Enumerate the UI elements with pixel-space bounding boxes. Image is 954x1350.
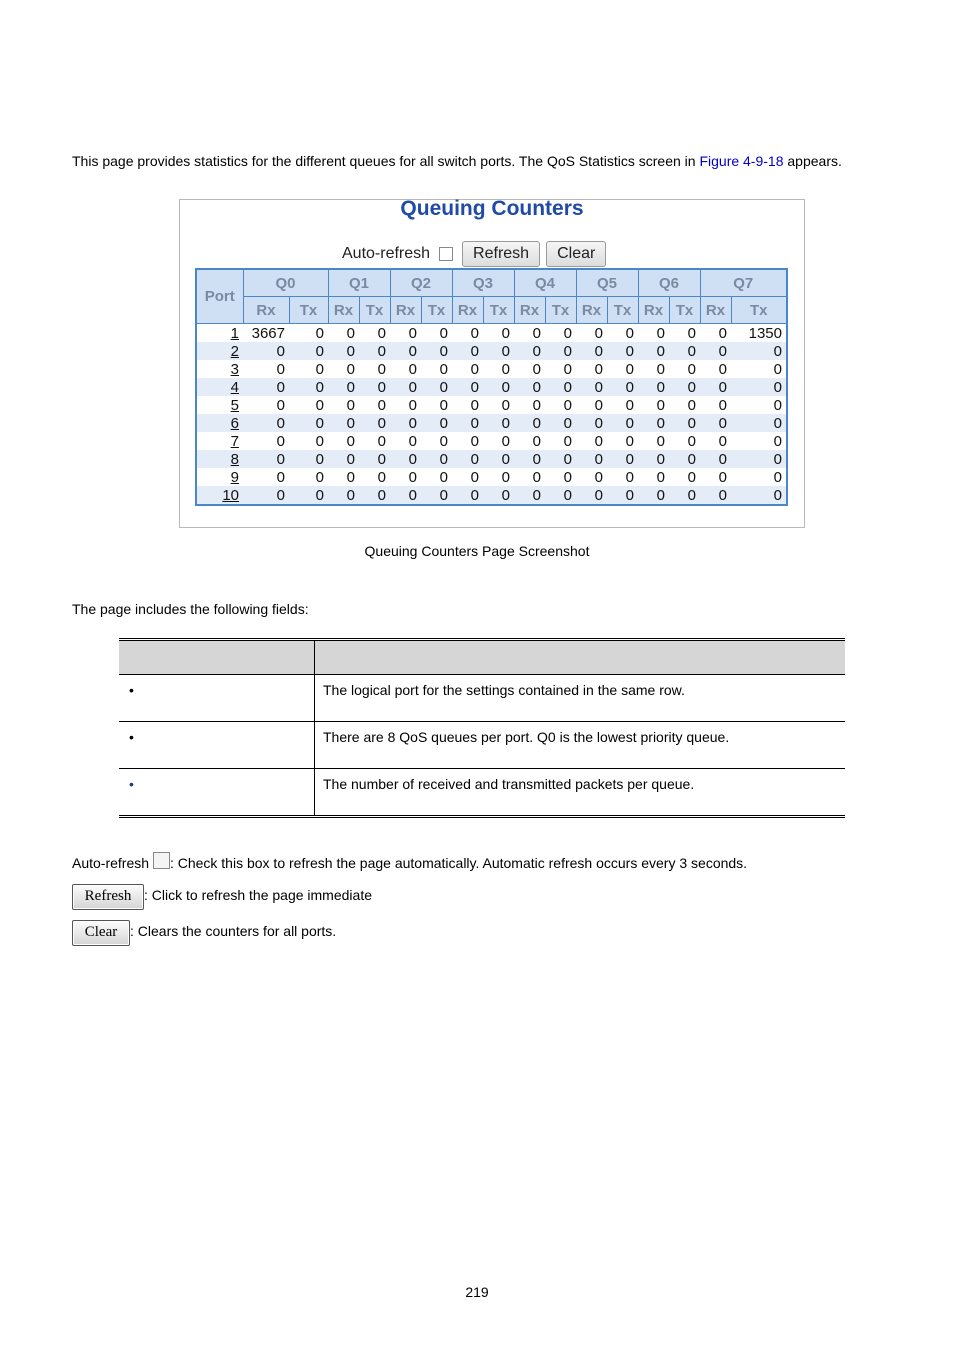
tx-header: Tx xyxy=(607,297,638,324)
tx-count: 0 xyxy=(439,468,448,486)
tx-count: 0 xyxy=(377,324,386,342)
tx-count: 0 xyxy=(483,414,514,432)
rx-count: 0 xyxy=(594,396,603,414)
figure-link[interactable]: Figure 4-9-18 xyxy=(699,153,784,169)
rx-count: 0 xyxy=(532,324,541,342)
queuing-counters-screenshot xyxy=(179,199,805,528)
tx-count: 0 xyxy=(669,378,700,396)
tx-count: 0 xyxy=(687,396,696,414)
table-row xyxy=(196,414,787,432)
rx-count: 0 xyxy=(656,360,665,378)
rx-count: 0 xyxy=(470,468,479,486)
rx-count: 0 xyxy=(408,396,417,414)
rx-count: 0 xyxy=(656,396,665,414)
toolbar xyxy=(342,240,606,268)
rx-count: 0 xyxy=(700,342,731,360)
tx-count: 0 xyxy=(359,342,390,360)
auto-refresh-checkbox[interactable] xyxy=(439,247,453,261)
field-description: The logical port for the settings contained in the same row. xyxy=(315,675,846,722)
tx-count: 0 xyxy=(563,360,572,378)
tx-count: 0 xyxy=(439,324,448,342)
bullet-icon: • xyxy=(129,682,134,698)
rx-count: 0 xyxy=(700,378,731,396)
fields-table xyxy=(119,638,845,818)
rx-count: 0 xyxy=(243,342,289,360)
tx-count: 0 xyxy=(625,324,634,342)
rx-count: 0 xyxy=(390,378,421,396)
tx-count: 0 xyxy=(289,450,328,468)
rx-count: 0 xyxy=(243,378,289,396)
rx-count: 0 xyxy=(328,486,359,505)
port-link[interactable]: 10 xyxy=(196,486,243,505)
tx-count: 0 xyxy=(483,342,514,360)
tx-count: 0 xyxy=(377,432,386,450)
port-link[interactable]: 1 xyxy=(230,324,239,342)
tx-count: 0 xyxy=(625,360,634,378)
rx-count: 0 xyxy=(470,324,479,342)
tx-count: 0 xyxy=(421,486,452,505)
rx-count: 0 xyxy=(532,432,541,450)
tx-count: 0 xyxy=(501,432,510,450)
tx-count: 0 xyxy=(289,486,328,505)
rx-count: 0 xyxy=(408,432,417,450)
tx-count: 0 xyxy=(289,378,328,396)
rx-count: 0 xyxy=(594,324,603,342)
rx-count: 0 xyxy=(276,360,285,378)
rx-count: 0 xyxy=(328,450,359,468)
tx-count: 0 xyxy=(315,360,324,378)
rx-count: 0 xyxy=(346,360,355,378)
tx-count: 0 xyxy=(687,432,696,450)
intro-paragraph: This page provides statistics for the different queues for all switch ports. The QoS Statistics screen in Figure 4-9-18 appears. xyxy=(72,153,842,169)
rx-count: 0 xyxy=(718,360,727,378)
rx-count: 0 xyxy=(576,486,607,505)
rx-count: 0 xyxy=(576,414,607,432)
tx-count: 0 xyxy=(501,468,510,486)
port-link[interactable]: 2 xyxy=(196,342,243,360)
tx-count: 0 xyxy=(545,378,576,396)
tx-count: 0 xyxy=(687,324,696,342)
tx-count: 0 xyxy=(545,414,576,432)
tx-count: 0 xyxy=(773,360,782,378)
fields-header-description xyxy=(315,640,846,675)
rx-count: 0 xyxy=(576,450,607,468)
tx-header: Tx xyxy=(289,297,328,324)
rx-count: 0 xyxy=(532,396,541,414)
tx-count: 0 xyxy=(731,486,787,505)
tx-count: 0 xyxy=(289,342,328,360)
tx-count: 0 xyxy=(377,396,386,414)
tx-count: 0 xyxy=(731,414,787,432)
rx-count: 0 xyxy=(656,324,665,342)
queue-header-q2: Q2 xyxy=(390,269,452,297)
tx-count: 0 xyxy=(607,450,638,468)
tx-header: Tx xyxy=(483,297,514,324)
auto-refresh-label: Auto-refresh xyxy=(342,245,431,262)
tx-count: 0 xyxy=(377,360,386,378)
rx-count: 0 xyxy=(718,468,727,486)
rx-count: 0 xyxy=(470,432,479,450)
bullet-icon: • xyxy=(129,776,134,792)
queuing-counters-table xyxy=(195,268,788,506)
tx-count: 0 xyxy=(687,360,696,378)
clear-button[interactable]: Clear xyxy=(546,241,606,267)
tx-count: 0 xyxy=(421,378,452,396)
rx-count: 0 xyxy=(328,414,359,432)
rx-count: 0 xyxy=(700,486,731,505)
table-row xyxy=(196,396,787,414)
tx-header: Tx xyxy=(359,297,390,324)
fields-intro: The page includes the following fields: xyxy=(72,601,309,617)
tx-count: 0 xyxy=(359,414,390,432)
rx-count: 0 xyxy=(514,486,545,505)
table-row xyxy=(196,432,787,450)
refresh-button[interactable]: Refresh xyxy=(462,241,540,267)
clear-button-sample: Clear xyxy=(72,920,130,946)
tx-count: 0 xyxy=(439,396,448,414)
table-row xyxy=(119,675,845,722)
rx-count: 0 xyxy=(452,378,483,396)
rx-count: 0 xyxy=(390,486,421,505)
rx-count: 0 xyxy=(470,396,479,414)
tx-count: 0 xyxy=(315,468,324,486)
tx-count: 0 xyxy=(773,396,782,414)
rx-count: 0 xyxy=(576,378,607,396)
tx-count: 0 xyxy=(439,432,448,450)
rx-count: 0 xyxy=(532,360,541,378)
queue-header-q0: Q0 xyxy=(243,269,328,297)
rx-count: 0 xyxy=(408,324,417,342)
rx-count: 0 xyxy=(452,342,483,360)
rx-header: Rx xyxy=(243,297,289,324)
tx-count: 0 xyxy=(545,450,576,468)
rx-count: 0 xyxy=(700,414,731,432)
rx-count: 0 xyxy=(514,342,545,360)
table-row xyxy=(196,450,787,468)
field-description: There are 8 QoS queues per port. Q0 is the lowest priority queue. xyxy=(315,722,846,769)
tx-count: 0 xyxy=(625,432,634,450)
rx-count: 0 xyxy=(576,342,607,360)
port-link[interactable]: 4 xyxy=(196,378,243,396)
rx-count: 0 xyxy=(470,360,479,378)
tx-count: 0 xyxy=(359,486,390,505)
tx-count: 0 xyxy=(421,450,452,468)
tx-header: Tx xyxy=(669,297,700,324)
tx-count: 0 xyxy=(501,324,510,342)
tx-header: Tx xyxy=(731,297,787,324)
refresh-help: Refresh : Click to refresh the page immediate xyxy=(72,884,372,910)
rx-count: 0 xyxy=(656,468,665,486)
rx-header: Rx xyxy=(576,297,607,324)
queue-header-q6: Q6 xyxy=(638,269,700,297)
page-title: Queuing Counters xyxy=(400,197,584,220)
field-object xyxy=(119,675,315,722)
rx-count: 0 xyxy=(718,432,727,450)
tx-header: Tx xyxy=(421,297,452,324)
tx-count: 0 xyxy=(625,396,634,414)
tx-count: 0 xyxy=(421,342,452,360)
field-description: The number of received and transmitted packets per queue. xyxy=(315,769,846,817)
table-row xyxy=(196,468,787,486)
page-number: 219 xyxy=(465,1284,489,1300)
rx-count: 0 xyxy=(638,378,669,396)
rx-header: Rx xyxy=(390,297,421,324)
table-row xyxy=(196,360,787,378)
rx-count: 0 xyxy=(594,432,603,450)
rx-count: 0 xyxy=(243,450,289,468)
rx-count: 0 xyxy=(638,342,669,360)
tx-count: 0 xyxy=(439,360,448,378)
queue-header-q1: Q1 xyxy=(328,269,390,297)
tx-count: 0 xyxy=(359,378,390,396)
rx-count: 0 xyxy=(452,414,483,432)
refresh-button-sample: Refresh xyxy=(72,884,144,910)
rx-count: 0 xyxy=(514,450,545,468)
rx-count: 3667 xyxy=(251,324,285,342)
rx-count: 0 xyxy=(452,486,483,505)
rx-count: 0 xyxy=(532,468,541,486)
rx-count: 0 xyxy=(452,450,483,468)
tx-count: 0 xyxy=(669,414,700,432)
port-link[interactable]: 3 xyxy=(230,360,239,378)
rx-count: 0 xyxy=(390,342,421,360)
field-object xyxy=(119,722,315,769)
queue-header-q4: Q4 xyxy=(514,269,576,297)
tx-count: 0 xyxy=(315,324,324,342)
rx-header: Rx xyxy=(452,297,483,324)
table-row xyxy=(196,486,787,505)
rx-count: 0 xyxy=(390,414,421,432)
auto-refresh-help: Auto-refresh : Check this box to refresh the page automatically. Automatic refresh occurs every 3 seconds. xyxy=(72,852,747,871)
port-link[interactable]: 7 xyxy=(230,432,239,450)
bullet-icon: • xyxy=(129,729,134,745)
rx-count: 0 xyxy=(243,486,289,505)
rx-header: Rx xyxy=(514,297,545,324)
rx-count: 0 xyxy=(390,450,421,468)
rx-count: 0 xyxy=(594,360,603,378)
rx-count: 0 xyxy=(718,396,727,414)
rx-count: 0 xyxy=(514,378,545,396)
table-row xyxy=(196,342,787,360)
tx-count: 0 xyxy=(669,486,700,505)
rx-header: Rx xyxy=(638,297,669,324)
tx-count: 0 xyxy=(669,450,700,468)
tx-count: 0 xyxy=(773,432,782,450)
table-row xyxy=(119,769,845,817)
queue-header-q5: Q5 xyxy=(576,269,638,297)
tx-count: 0 xyxy=(377,468,386,486)
field-object xyxy=(119,769,315,817)
rx-count: 0 xyxy=(276,468,285,486)
rx-count: 0 xyxy=(346,396,355,414)
tx-count: 0 xyxy=(563,396,572,414)
rx-count: 0 xyxy=(346,468,355,486)
tx-count: 0 xyxy=(545,342,576,360)
tx-count: 0 xyxy=(545,486,576,505)
tx-count: 0 xyxy=(289,414,328,432)
tx-count: 0 xyxy=(731,342,787,360)
queue-header-q7: Q7 xyxy=(700,269,787,297)
tx-count: 0 xyxy=(607,414,638,432)
rx-count: 0 xyxy=(328,378,359,396)
tx-count: 0 xyxy=(483,450,514,468)
table-row xyxy=(119,722,845,769)
tx-count: 0 xyxy=(315,396,324,414)
rx-count: 0 xyxy=(638,486,669,505)
rx-count: 0 xyxy=(408,360,417,378)
tx-count: 0 xyxy=(731,378,787,396)
rx-count: 0 xyxy=(243,414,289,432)
rx-count: 0 xyxy=(638,450,669,468)
port-link[interactable]: 5 xyxy=(230,396,239,414)
tx-count: 0 xyxy=(563,468,572,486)
table-row xyxy=(196,324,787,343)
tx-count: 0 xyxy=(501,396,510,414)
rx-count: 0 xyxy=(346,324,355,342)
tx-count: 0 xyxy=(607,486,638,505)
tx-count: 0 xyxy=(563,432,572,450)
rx-count: 0 xyxy=(328,342,359,360)
rx-count: 0 xyxy=(408,468,417,486)
tx-count: 0 xyxy=(501,360,510,378)
rx-count: 0 xyxy=(700,450,731,468)
rx-count: 0 xyxy=(514,414,545,432)
tx-count: 0 xyxy=(359,450,390,468)
tx-count: 0 xyxy=(687,468,696,486)
port-header: Port xyxy=(196,269,243,324)
rx-count: 0 xyxy=(594,468,603,486)
tx-count: 0 xyxy=(625,468,634,486)
rx-count: 0 xyxy=(276,396,285,414)
tx-count: 0 xyxy=(315,432,324,450)
figure-caption: Queuing Counters Page Screenshot xyxy=(364,543,590,559)
queue-header-q3: Q3 xyxy=(452,269,514,297)
auto-refresh-checkbox-sample xyxy=(153,852,170,869)
tx-count: 0 xyxy=(421,414,452,432)
tx-count: 0 xyxy=(669,342,700,360)
fields-header-object xyxy=(119,640,315,675)
rx-header: Rx xyxy=(328,297,359,324)
rx-count: 0 xyxy=(638,414,669,432)
port-link[interactable]: 8 xyxy=(196,450,243,468)
tx-count: 0 xyxy=(483,378,514,396)
tx-count: 0 xyxy=(607,378,638,396)
tx-count: 0 xyxy=(607,342,638,360)
rx-count: 0 xyxy=(718,324,727,342)
rx-count: 0 xyxy=(346,432,355,450)
tx-count: 1350 xyxy=(748,324,782,342)
tx-count: 0 xyxy=(731,450,787,468)
tx-count: 0 xyxy=(483,486,514,505)
table-row xyxy=(196,378,787,396)
clear-help: Clear : Clears the counters for all ports. xyxy=(72,920,336,946)
rx-count: 0 xyxy=(276,432,285,450)
tx-header: Tx xyxy=(545,297,576,324)
rx-header: Rx xyxy=(700,297,731,324)
rx-count: 0 xyxy=(656,432,665,450)
port-link[interactable]: 9 xyxy=(230,468,239,486)
tx-count: 0 xyxy=(563,324,572,342)
tx-count: 0 xyxy=(773,468,782,486)
port-link[interactable]: 6 xyxy=(196,414,243,432)
